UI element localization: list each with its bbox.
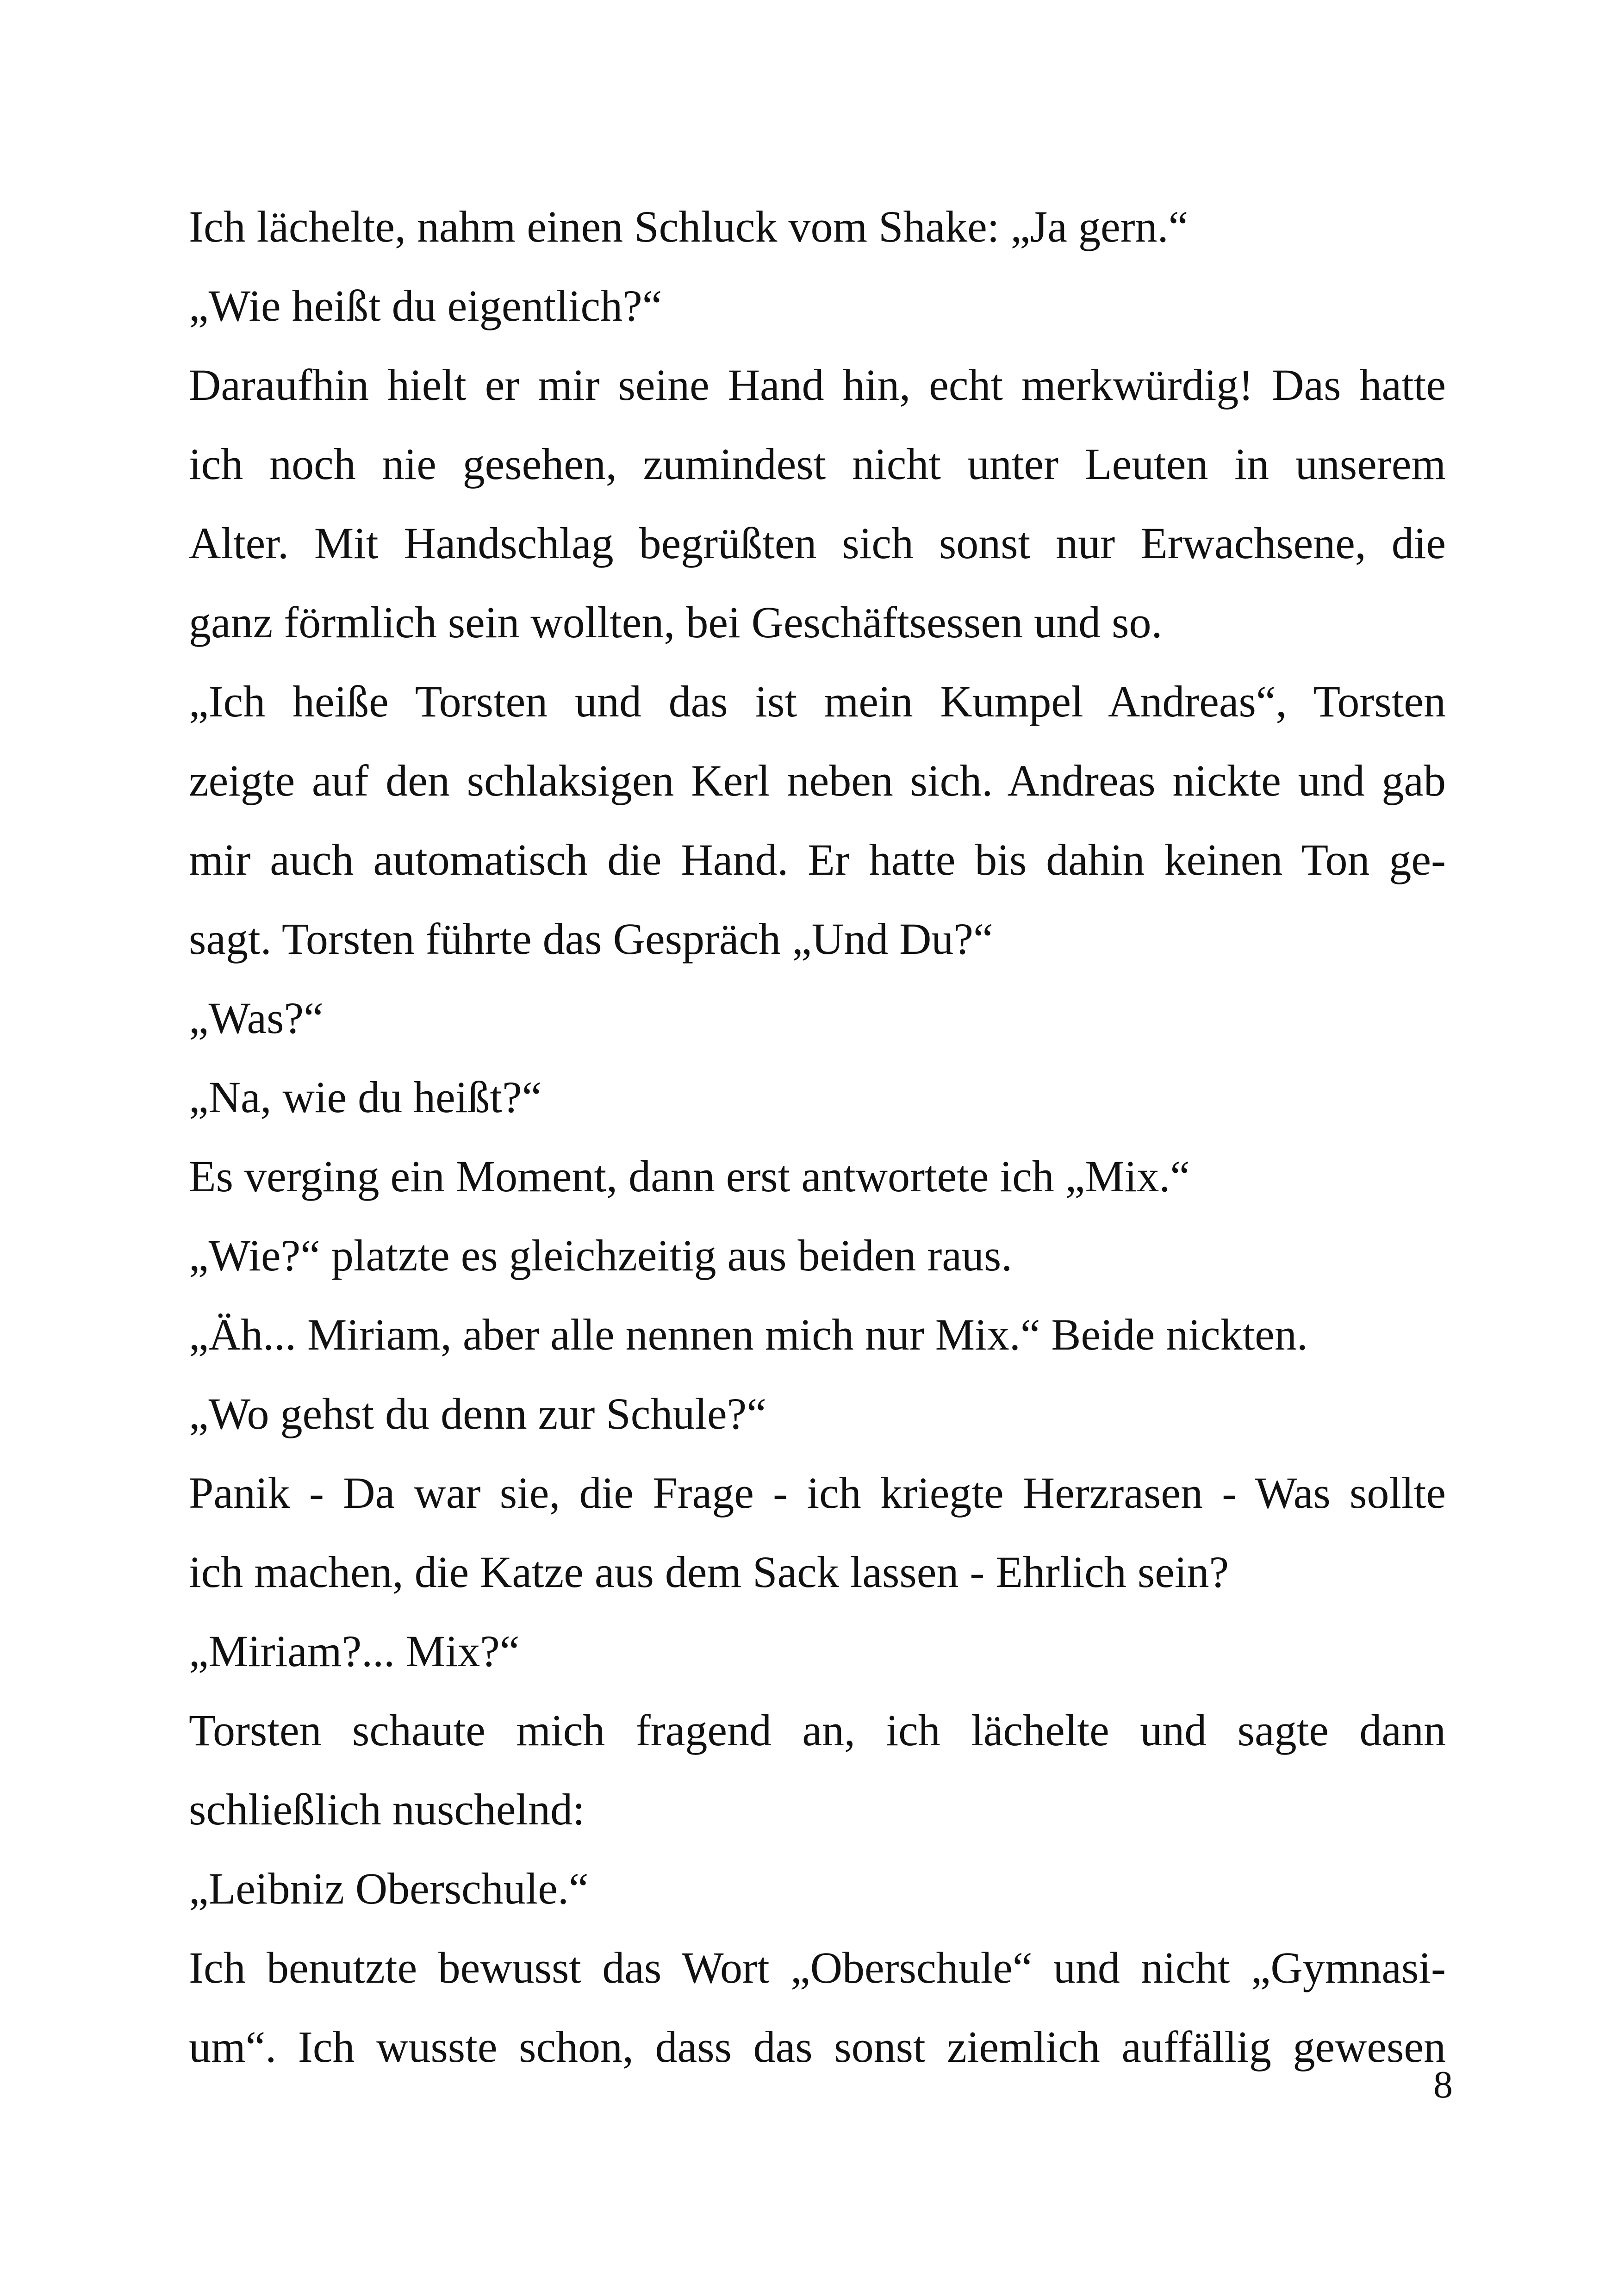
body-text bbox=[189, 187, 1446, 2086]
text-line: ich machen, die Katze aus dem Sack lassen - Ehrlich sein? bbox=[189, 1547, 1229, 1597]
text-line: schließlich nuschelnd: bbox=[189, 1785, 585, 1834]
text-line: sagt. Torsten führte das Gespräch „Und Du?“ bbox=[189, 914, 993, 964]
text-line: „Wo gehst du denn zur Schule?“ bbox=[189, 1389, 766, 1438]
text-line: Es verging ein Moment, dann erst antwortete ich „Mix.“ bbox=[189, 1151, 1190, 1201]
text-line: Panik - Da war sie, die Frage - ich kriegte Herzrasen - Was sollte bbox=[189, 1468, 1446, 1518]
text-line: „Wie?“ platzte es gleichzeitig aus beiden raus. bbox=[189, 1231, 1013, 1280]
text-line: „Äh... Miriam, aber alle nennen mich nur Mix.“ Beide nickten. bbox=[189, 1310, 1308, 1359]
text-line: „Wie heißt du eigentlich?“ bbox=[189, 281, 662, 330]
text-line: „Na, wie du heißt?“ bbox=[189, 1072, 542, 1122]
text-line: „Leibniz Oberschule.“ bbox=[189, 1864, 589, 1913]
page-number: 8 bbox=[1433, 2063, 1453, 2106]
text-line: um“. Ich wusste schon, dass das sonst ziemlich auffällig gewesen bbox=[189, 2022, 1446, 2072]
text-line: Torsten schaute mich fragend an, ich lächelte und sagte dann bbox=[189, 1705, 1446, 1755]
text-line: mir auch automatisch die Hand. Er hatte bis dahin keinen Ton ge- bbox=[189, 835, 1446, 884]
text-line: Ich lächelte, nahm einen Schluck vom Shake: „Ja gern.“ bbox=[189, 202, 1189, 251]
text-line: ganz förmlich sein wollten, bei Geschäftsessen und so. bbox=[189, 597, 1163, 647]
text-line: ich noch nie gesehen, zumindest nicht unter Leuten in unserem bbox=[189, 439, 1446, 489]
text-line: „Ich heiße Torsten und das ist mein Kumpel Andreas“, Torsten bbox=[189, 677, 1446, 726]
text-line: „Miriam?... Mix?“ bbox=[189, 1626, 520, 1676]
text-line: Daraufhin hielt er mir seine Hand hin, echt merkwürdig! Das hatte bbox=[189, 360, 1446, 410]
text-line: Alter. Mit Handschlag begrüßten sich sonst nur Erwachsene, die bbox=[189, 518, 1446, 568]
text-line: Ich benutzte bewusst das Wort „Oberschule“ und nicht „Gymnasi- bbox=[189, 1943, 1446, 1992]
text-line: „Was?“ bbox=[189, 993, 324, 1043]
text-line: zeigte auf den schlaksigen Kerl neben sich. Andreas nickte und gab bbox=[189, 756, 1446, 805]
